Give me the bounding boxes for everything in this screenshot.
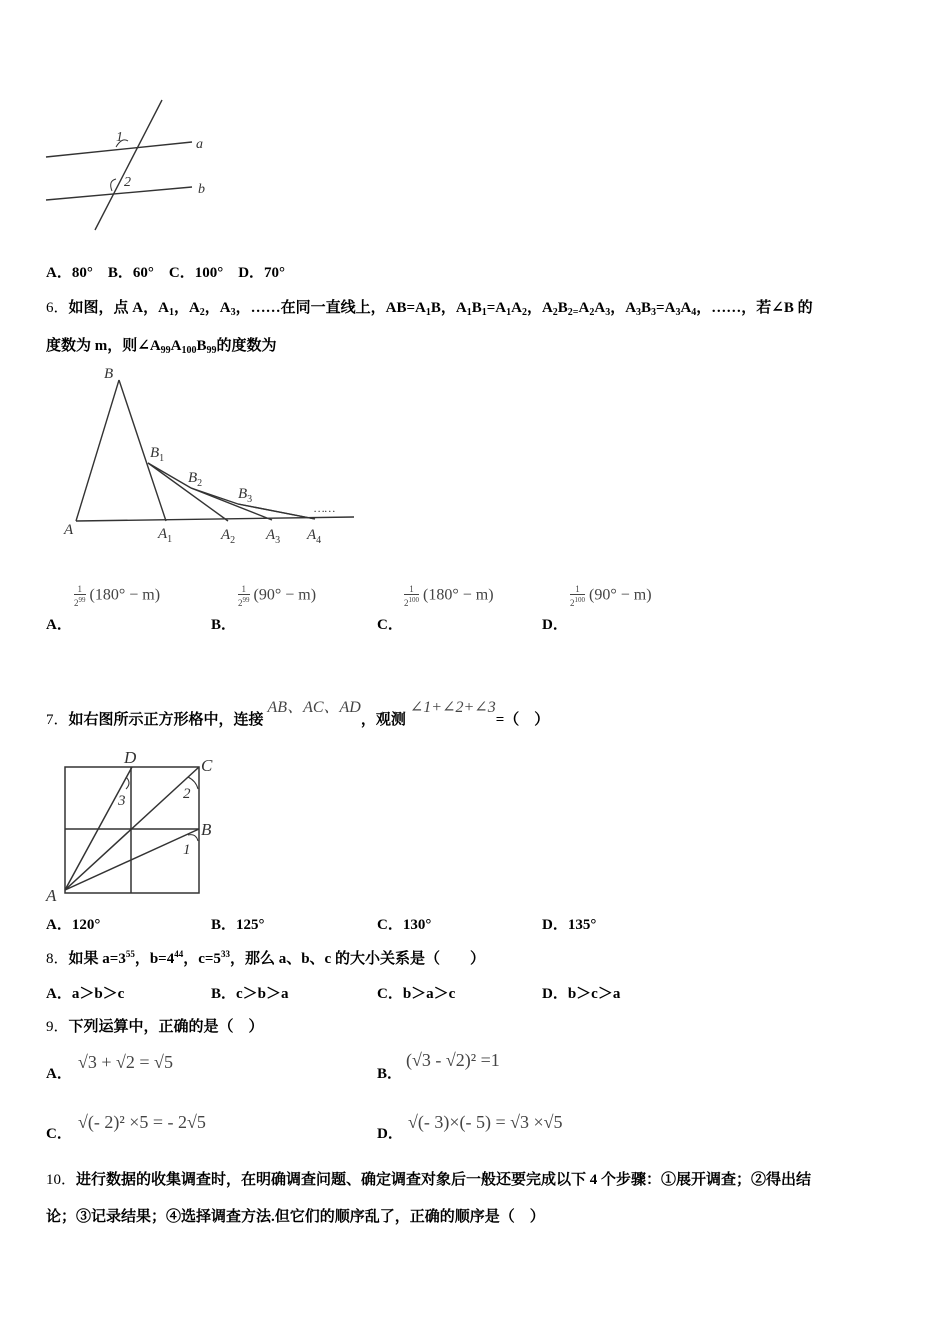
fig7-label-C: C [201,756,213,775]
q9-option-b-label: B． [377,1066,403,1082]
q5-option-c: C．100° [168,265,224,281]
q10-question-line1 [46,1168,811,1189]
q6-sub: 2 [589,307,595,318]
fig6-label-B: B [104,366,114,382]
q6-a-num: 1 [77,584,82,594]
q6-text: A [511,300,522,316]
q8-option-b: B．c＞b＞a [211,986,289,1002]
q6-sub: 3 [605,307,611,318]
fig6-label-A3-main: A [266,527,276,543]
q7-option-b: B．125° [211,917,265,933]
q6-option-c-label: C． [377,617,403,633]
q6-a-expr: (180° − m) [89,586,161,604]
fig5-label-b: b [198,182,205,197]
q6-text: ，……在同一直线上，AB=A [235,300,426,316]
q6-option-d-label: D． [542,617,568,633]
q7-math-2: ∠1+∠2+∠3 [409,699,496,716]
q6-sub: 1 [506,307,512,318]
q6-sub: 1 [481,307,487,318]
fig6-label-B3-main: B [238,486,248,502]
q6-sub: 2 [521,307,527,318]
q6-option-a-label: A． [46,617,72,633]
q6-sub: 1 [425,307,431,318]
q7-math-1: AB、AC、AD [267,699,361,716]
fig6-dots: …… [314,501,336,515]
fig7-angle-2: 2 [183,786,191,802]
q9-option-a-expr: √3 + √2 = √5 [78,1052,173,1072]
q6-sub: 99 [160,345,171,356]
q6-a-den: 2 [74,598,79,608]
fig6-label-A2-main: A [221,527,231,543]
q6-option-d-formula [570,584,652,608]
q6-c-expr: (180° − m) [423,586,494,604]
fig6-label-B1 [150,445,164,464]
q5-option-a: A．80° [46,265,93,281]
q7-option-a: A．120° [46,917,101,933]
q9-option-d-expr: √(- 3)×(- 5) = √3 ×√5 [408,1112,563,1132]
q6-c-num: 1 [409,584,414,594]
fig6-label-A4 [306,527,321,546]
q6-text: ，A [173,300,200,316]
fig6-label-A1-sub: 1 [167,534,173,545]
q7-option-d: D．135° [542,917,597,933]
q6-text: A [170,338,182,354]
q8-text: 如果 a=3 [68,951,126,967]
q6-c-den: 2 [404,598,409,608]
q6-question-line1 [46,296,813,318]
fig6-label-A2 [220,527,235,546]
q6-sub: 2 [552,307,558,318]
fig5-label-2: 2 [124,175,131,190]
fig7-angle-1: 1 [183,842,191,858]
q6-text: B，A [430,300,467,316]
figure-parallel-lines [40,95,220,235]
q6-text: B [196,338,207,354]
q7-text-3: =（ ） [495,712,550,728]
q6-text: A [594,300,606,316]
q6-a-fraction [74,584,86,608]
q9-number: 9． [46,1019,69,1035]
q6-c-fraction [404,584,419,608]
fig6-label-A1-main: A [158,526,168,542]
fig7-label-D: D [124,748,137,767]
q6-number: 6． [46,300,69,316]
q6-text: 如图，点 A，A [68,300,169,316]
fig6-label-A4-main: A [307,527,317,543]
fig7-angle-3: 3 [118,793,126,809]
q6-sub: 99 [206,345,217,356]
fig6-label-B3-sub: 3 [247,494,253,505]
fig7-label-A: A [46,886,57,905]
q6-text: =A [486,300,507,316]
q6-sub: 2 [199,307,205,318]
q8-number: 8． [46,951,69,967]
q8-question [46,947,485,968]
q9-option-c-expr: √(- 2)² ×5 = - 2√5 [78,1112,206,1132]
q8-text: ，c=5 [183,951,221,967]
fig6-label-A: A [64,522,74,538]
q6-sub: 3 [636,307,642,318]
q6-text: ，A [526,300,553,316]
q6-sub: 1 [466,307,472,318]
q6-text: A [680,300,692,316]
q8-option-d: D．b＞c＞a [542,986,621,1002]
fig5-label-1: 1 [116,130,123,145]
q7-text-1: 如右图所示正方形格中，连接 [68,712,264,728]
q8-exp: 55 [125,949,135,959]
fig5-label-a: a [196,137,203,152]
q6-sub: 3 [651,307,657,318]
fig6-label-B2-sub: 2 [197,478,203,489]
figure-square-grid [40,745,225,905]
q9-question [46,1015,264,1036]
q7-question [46,694,550,728]
q6-option-c-formula [404,584,494,608]
q10-line1: 进行数据的收集调查时，在明确调查问题、确定调查对象后一般还要完成以下 4 个步骤：①展开调查；②得出结 [76,1172,812,1188]
q6-text: B [471,300,482,316]
q9-option-c-label: C． [46,1126,72,1142]
q6-text: B [641,300,652,316]
q6-b-den: 2 [238,598,243,608]
q10-question-line2: 论；③记录结果；④选择调查方法.但它们的顺序乱了，正确的顺序是（ ） [46,1209,545,1225]
q8-exp: 33 [220,949,230,959]
fig6-label-A1 [157,526,172,545]
q6-sub: 3 [675,307,681,318]
q6-text: ，A [610,300,637,316]
q9-option-d-label: D． [377,1126,403,1142]
q6-a-exp: 99 [78,596,86,604]
q6-b-expr: (90° − m) [253,586,317,604]
q9-text: 下列运算中，正确的是（ ） [68,1019,264,1035]
q6-sub: 3 [230,307,236,318]
q5-option-b: B．60° [107,265,154,281]
q6-b-exp: 99 [242,596,250,604]
q6-sub: 4 [691,307,697,318]
q8-exp: 44 [174,949,184,959]
q6-sub: 1 [168,307,174,318]
fig6-label-B3 [238,486,252,505]
q7-number: 7． [46,712,69,728]
q5-option-d: D．70° [238,265,286,281]
q8-option-a: A．a＞b＞c [46,986,125,1002]
q7-text-2: ，观测 [360,712,406,728]
fig6-label-A3-sub: 3 [275,535,281,546]
q6-d-fraction [570,584,585,608]
q6-d-den: 2 [570,598,575,608]
q6-d-exp: 100 [574,596,585,604]
fig6-label-A3 [265,527,280,546]
q6-text: =A [656,300,676,316]
q6-sub: 100 [181,345,197,356]
q6-sub: 2= [567,307,579,318]
figure-triangle-chain [58,360,363,550]
q6-option-b-formula [238,584,316,608]
q6-text: 的度数为 [216,338,277,354]
q8-option-c: C．b＞a＞c [377,986,456,1002]
q6-question-line2 [46,334,277,356]
q8-text: ，b=4 [134,951,175,967]
q8-text: ，那么 a、b、c 的大小关系是（ ） [229,951,485,967]
fig6-label-A4-sub: 4 [316,535,322,546]
fig6-label-B2 [188,470,202,489]
q9-option-b-expr: (√3 - √2)² =1 [406,1050,500,1070]
q6-text: 度数为 m，则∠A [46,338,161,354]
q7-option-c: C．130° [377,917,432,933]
fig6-label-B1-main: B [150,445,160,461]
q6-option-b-label: B． [211,617,237,633]
q6-text: ，A [204,300,231,316]
q6-option-a-formula [74,584,160,608]
q6-text: B [557,300,568,316]
q6-b-num: 1 [241,584,246,594]
fig7-label-B: B [201,820,212,839]
q6-text: ，……，若∠B 的 [696,300,813,316]
fig6-label-B1-sub: 1 [159,453,165,464]
q6-c-exp: 100 [408,596,419,604]
fig6-label-B2-main: B [188,470,198,486]
q6-b-fraction [238,584,250,608]
q6-d-num: 1 [575,584,580,594]
fig6-label-A2-sub: 2 [230,535,236,546]
q10-number: 10． [46,1172,77,1188]
q6-d-expr: (90° − m) [589,586,652,604]
q6-text: A [578,300,590,316]
q9-option-a-label: A． [46,1066,72,1082]
q5-options [46,261,285,282]
